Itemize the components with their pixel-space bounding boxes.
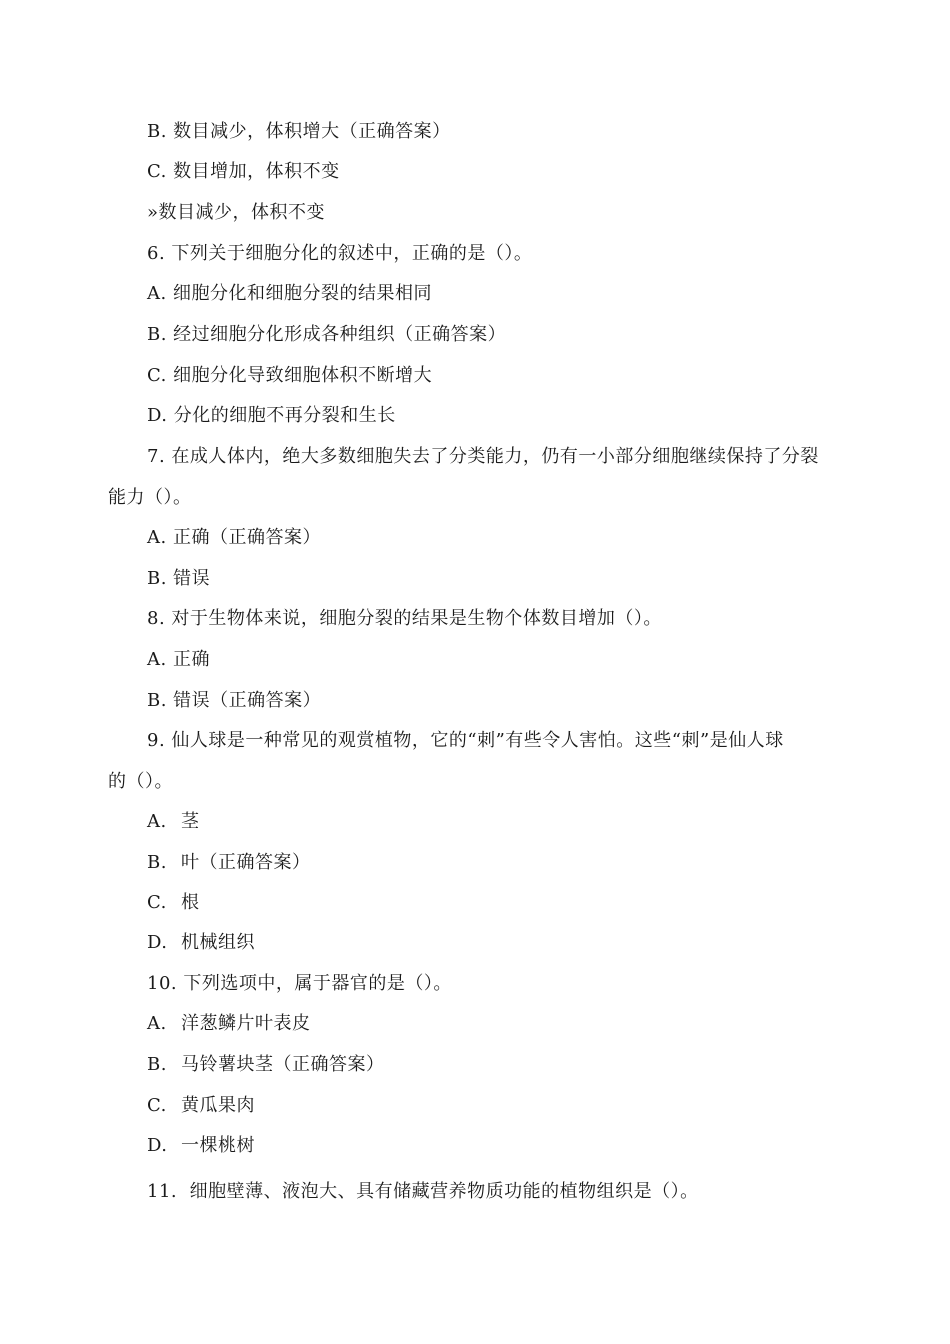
option-10c xyxy=(147,1094,255,1118)
option-text: 洋葱鳞片叶表皮 xyxy=(181,1013,311,1034)
option-text: 机械组织 xyxy=(181,932,255,953)
option-9c xyxy=(147,891,200,915)
option-label: C. xyxy=(147,892,167,913)
option-8a: A. 正确 xyxy=(147,649,210,670)
option-7a: A. 正确（正确答案） xyxy=(147,527,321,548)
option-label: C. xyxy=(147,1095,167,1116)
option-6b: B. 经过细胞分化形成各种组织（正确答案） xyxy=(147,324,507,345)
option-9b xyxy=(147,851,311,875)
option-label: A. xyxy=(147,1013,167,1034)
option-7b: B. 错误 xyxy=(147,568,211,589)
question-10: 10. 下列选项中，属于器官的是（）。 xyxy=(147,973,452,994)
option-label: A. xyxy=(147,811,167,832)
option-5d: »数目减少，体积不变 xyxy=(147,202,326,223)
option-label: B. xyxy=(147,852,167,873)
option-5c: C. 数目增加，体积不变 xyxy=(147,161,340,182)
option-10b xyxy=(147,1053,385,1077)
question-11: 11. 细胞壁薄、液泡大、具有储藏营养物质功能的植物组织是（）。 xyxy=(147,1181,699,1202)
option-label: B. xyxy=(147,1054,167,1075)
option-text: 根 xyxy=(181,892,200,913)
option-10a xyxy=(147,1012,311,1036)
option-8b: B. 错误（正确答案） xyxy=(147,690,322,711)
option-text: 马铃薯块茎（正确答案） xyxy=(181,1054,385,1075)
option-text: 茎 xyxy=(181,811,200,832)
option-6c: C. 细胞分化导致细胞体积不断增大 xyxy=(147,365,433,386)
question-9-continued: 的（）。 xyxy=(108,771,173,792)
option-text: 黄瓜果肉 xyxy=(181,1095,255,1116)
question-9: 9. 仙人球是一种常见的观赏植物，它的“刺”有些令人害怕。这些“刺”是仙人球 xyxy=(147,730,784,751)
option-5b: B. 数目减少，体积增大（正确答案） xyxy=(147,121,451,142)
option-text: 叶（正确答案） xyxy=(181,852,311,873)
option-label: D. xyxy=(147,932,168,953)
option-6a: A. 细胞分化和细胞分裂的结果相同 xyxy=(147,283,432,304)
option-label: D. xyxy=(147,1135,168,1156)
option-6d: D. 分化的细胞不再分裂和生长 xyxy=(147,405,396,426)
option-9d xyxy=(147,931,255,955)
option-text: 一棵桃树 xyxy=(181,1135,255,1156)
question-6: 6. 下列关于细胞分化的叙述中，正确的是（）。 xyxy=(147,243,533,264)
option-10d xyxy=(147,1134,255,1158)
option-9a xyxy=(147,810,200,834)
question-7: 7. 在成人体内，绝大多数细胞失去了分类能力，仍有一小部分细胞继续保持了分裂 xyxy=(147,446,819,467)
question-7-continued: 能力（）。 xyxy=(108,487,192,508)
question-8: 8. 对于生物体来说，细胞分裂的结果是生物个体数目增加（）。 xyxy=(147,608,662,629)
